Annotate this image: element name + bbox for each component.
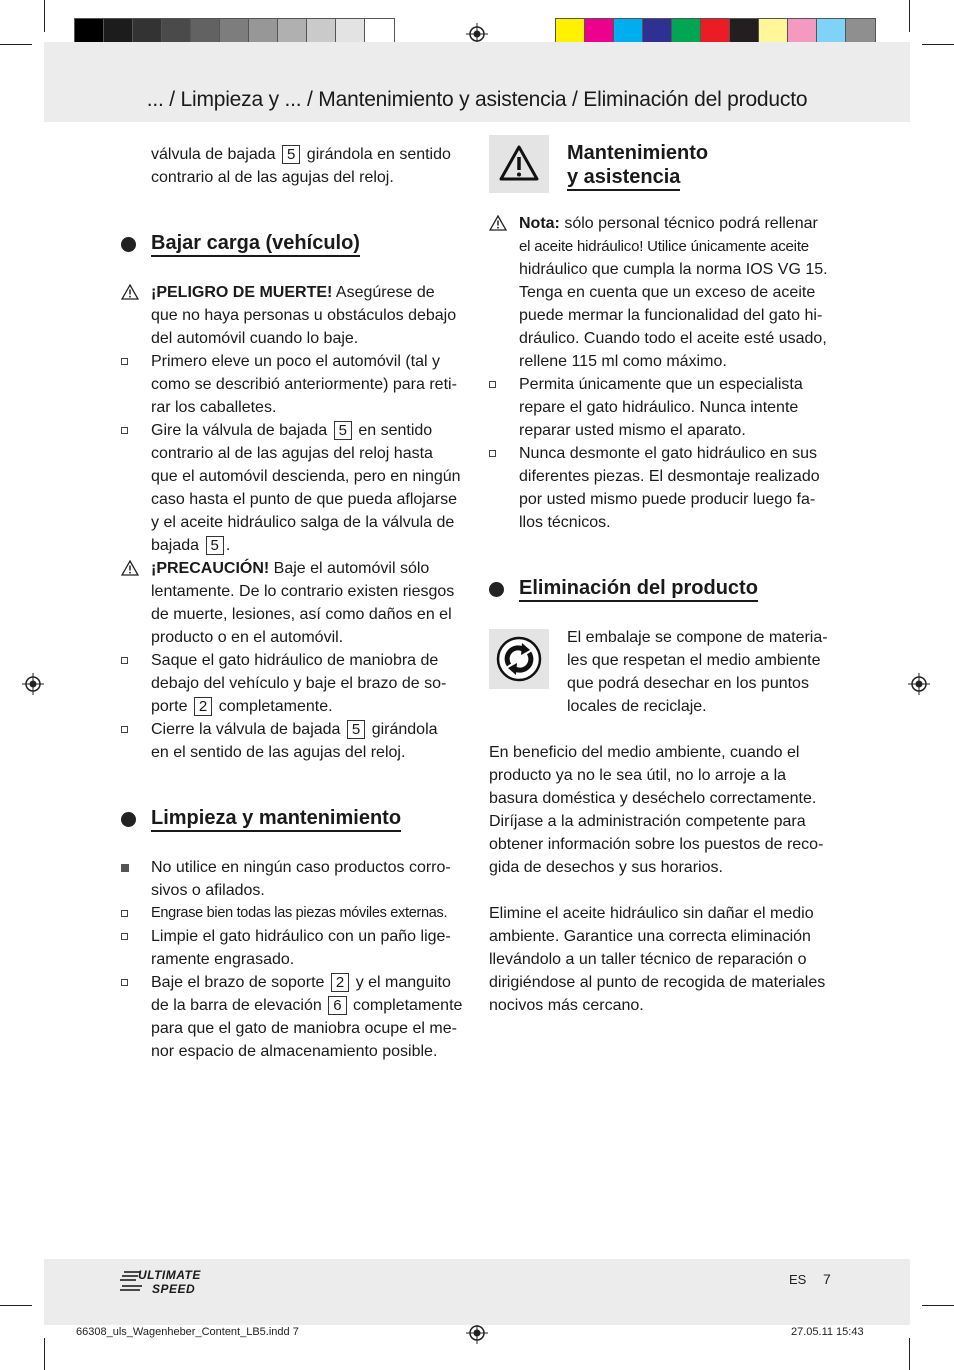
part-ref: 2 [331, 973, 349, 992]
warning-triangle-icon [121, 560, 139, 576]
list-item: Engrase bien todas las piezas móviles externas. [151, 905, 448, 921]
crop-mark [44, 1338, 45, 1370]
section-title-mantenimiento: Mantenimiento y asistencia [567, 141, 708, 189]
list-bullet-icon [489, 381, 496, 388]
registration-mark-icon [22, 673, 44, 695]
slug-datetime: 27.05.11 15:43 [791, 1326, 864, 1338]
list-bullet-icon [121, 933, 128, 940]
intro-text [151, 143, 451, 189]
section-title-limpieza: Limpieza y mantenimiento [151, 807, 401, 830]
disposal-paragraph: En beneficio del medio ambiente, cuando el producto ya no le sea útil, no lo arroje a la basura doméstica y deséchelo correctamente. Diríjase a la administración competente para obtener información sobre los puestos de reco- gida de desechos y sus horarios. [489, 744, 824, 876]
part-ref: 5 [282, 145, 300, 164]
section-title-eliminacion: Eliminación del producto [519, 577, 758, 600]
note-label: Nota: [519, 215, 560, 232]
text-line: girándola en sentido [306, 146, 451, 163]
warning-icon-box [489, 135, 549, 193]
warning-label: ¡PRECAUCIÓN! [151, 560, 270, 577]
section-bullet-icon [121, 237, 136, 252]
note-text: Nota: sólo personal técnico podrá rellenar el aceite hidráulico! Utilice únicamente aceite hidráulico que cumpla la norma IOS VG 15. Tenga en cuenta que un exceso de aceite puede mermar la funcionalidad del gato hi- dráulico. Cuando todo el aceite esté usado, rellene 115 ml como máximo. [519, 215, 828, 370]
warning-triangle-icon [489, 215, 507, 231]
list-bullet-icon [121, 427, 128, 434]
registration-mark-icon [466, 1322, 488, 1344]
part-ref: 6 [328, 996, 346, 1015]
slug-filename: 66308_uls_Wagenheber_Content_LB5.indd 7 [76, 1326, 299, 1338]
list-item: Baje el brazo de soporte 2 y el manguito de la barra de elevación 6 completamente para que el gato de maniobra ocupe el me- nor espacio de almacenamiento posible. [151, 974, 463, 1060]
warning-precaucion: ¡PRECAUCIÓN! Baje el automóvil sólo lentamente. De lo contrario existen riesgos de muerte, lesiones, así como daños en el producto o en el automóvil. [151, 560, 455, 646]
list-bullet-icon [121, 979, 128, 986]
warning-triangle-icon [489, 135, 549, 193]
crop-mark [44, 0, 45, 32]
section-bullet-icon [121, 812, 136, 827]
list-bullet-icon [121, 358, 128, 365]
part-ref: 5 [347, 720, 365, 739]
recycling-icon-box [489, 629, 549, 689]
list-item: Limpie el gato hidráulico con un paño lige- ramente engrasado. [151, 928, 451, 968]
warning-peligro: ¡PELIGRO DE MUERTE! Asegúrese de que no haya personas u obstáculos debajo del automóvil cuando lo baje. [151, 284, 457, 347]
warning-triangle-icon [121, 284, 139, 300]
green-dot-recycle-icon [489, 629, 549, 689]
brand-name: ULTIMATE [138, 1268, 201, 1282]
list-bullet-icon [121, 726, 128, 733]
crop-mark [909, 1338, 910, 1370]
crop-mark [909, 0, 910, 32]
part-ref: 5 [206, 536, 224, 555]
section-title-bajar-carga: Bajar carga (vehículo) [151, 232, 360, 255]
text-line: válvula de bajada [151, 146, 276, 163]
list-item: No utilice en ningún caso productos corro- sivos o afilados. [151, 859, 451, 899]
crop-mark [0, 1305, 32, 1306]
list-bullet-icon [121, 657, 128, 664]
brand-logo [120, 1268, 206, 1298]
list-item: Nunca desmonte el gato hidráulico en sus diferentes piezas. El desmontaje realizado por usted mismo puede producir luego fa- llos técnicos. [519, 445, 820, 531]
warning-label: ¡PELIGRO DE MUERTE! [151, 284, 333, 301]
crop-mark [0, 44, 32, 45]
part-ref: 5 [334, 421, 352, 440]
list-item: Permita únicamente que un especialista repare el gato hidráulico. Nunca intente reparar usted mismo el aparato. [519, 376, 803, 439]
crop-mark [922, 44, 954, 45]
page-title: ... / Limpieza y ... / Mantenimiento y asistencia / Eliminación del producto [146, 88, 808, 111]
oil-disposal-paragraph: Elimine el aceite hidráulico sin dañar el medio ambiente. Garantice una correcta eliminación llevándolo a un taller técnico de reparación o dirigiéndose al punto de recogida de materiales nocivos más cercano. [489, 905, 826, 1014]
brand-name-sub: SPEED [152, 1282, 196, 1296]
list-item: Gire la válvula de bajada 5 en sentido contrario al de las agujas del reloj hasta que el automóvil descienda, pero en ningún caso hasta el punto de que pueda aflojarse y el aceite hidráulico salga de la válvula de bajada 5 . [151, 422, 461, 554]
text-line: contrario al de las agujas del reloj. [151, 169, 394, 186]
part-ref: 2 [194, 697, 212, 716]
list-item: Primero eleve un poco el automóvil (tal y como se describió anteriormente) para reti- rar los caballetes. [151, 353, 457, 416]
list-bullet-icon [121, 910, 128, 917]
list-item: Saque el gato hidráulico de maniobra de debajo del vehículo y baje el brazo de so- porte 2 completamente. [151, 652, 447, 715]
packaging-text: El embalaje se compone de materia- les que respetan el medio ambiente que podrá desechar en los puntos locales de reciclaje. [567, 629, 828, 715]
crop-mark [922, 1305, 954, 1306]
list-item: Cierre la válvula de bajada 5 girándola en el sentido de las agujas del reloj. [151, 721, 438, 761]
registration-mark-icon [908, 673, 930, 695]
list-bullet-icon [489, 450, 496, 457]
page-number: 7 [823, 1271, 831, 1287]
language-code: ES [789, 1272, 807, 1287]
list-bullet-icon [121, 864, 129, 872]
section-bullet-icon [489, 582, 504, 597]
